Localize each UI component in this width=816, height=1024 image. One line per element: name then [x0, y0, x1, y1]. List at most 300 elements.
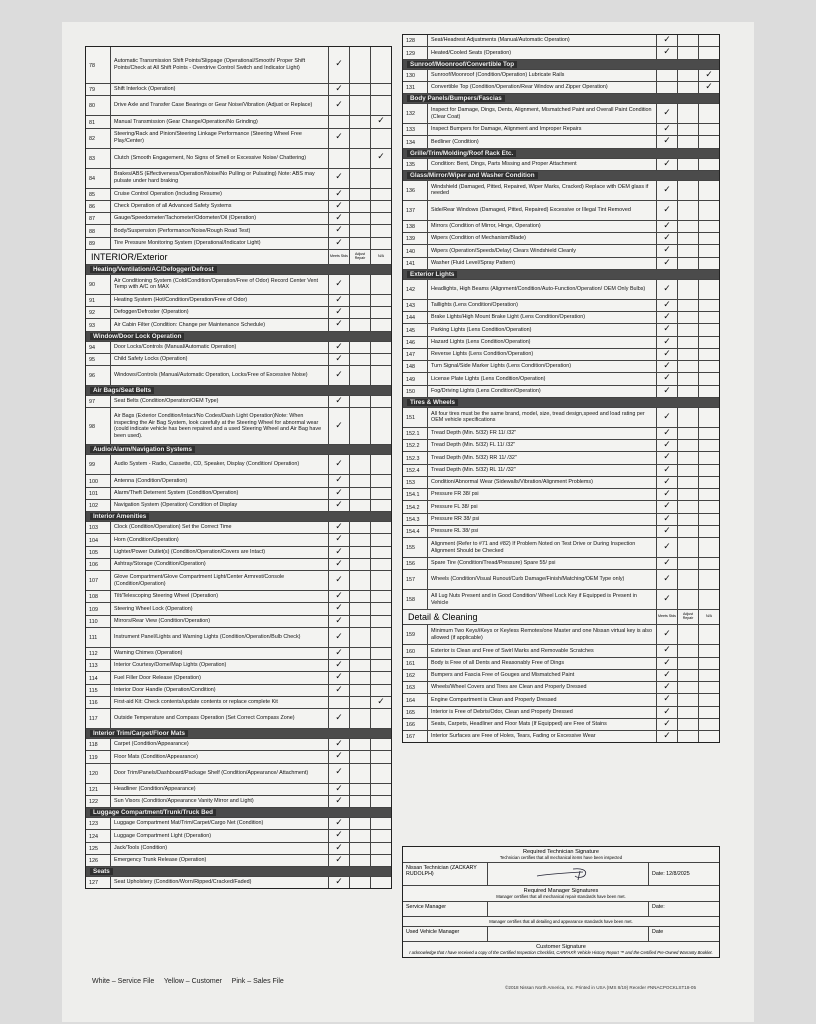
meets-standards-checkbox[interactable]: ✓	[329, 47, 350, 83]
adjust-repair-checkbox[interactable]	[678, 514, 699, 525]
meets-standards-checkbox[interactable]: ✓	[329, 685, 350, 696]
meets-standards-checkbox[interactable]: ✓	[657, 280, 678, 299]
meets-standards-checkbox[interactable]: ✓	[329, 169, 350, 188]
na-checkbox[interactable]	[699, 159, 719, 170]
adjust-repair-checkbox[interactable]	[678, 477, 699, 488]
adjust-repair-checkbox[interactable]	[678, 82, 699, 93]
meets-standards-checkbox[interactable]: ✓	[657, 104, 678, 123]
adjust-repair-checkbox[interactable]	[350, 818, 371, 829]
meets-standards-checkbox[interactable]: ✓	[329, 295, 350, 306]
na-checkbox[interactable]	[371, 628, 391, 647]
meets-standards-checkbox[interactable]: ✓	[657, 452, 678, 463]
meets-standards-checkbox[interactable]: ✓	[329, 189, 350, 200]
na-checkbox[interactable]	[699, 312, 719, 323]
adjust-repair-checkbox[interactable]	[678, 373, 699, 384]
na-checkbox[interactable]	[371, 169, 391, 188]
na-checkbox[interactable]	[699, 707, 719, 718]
meets-standards-checkbox[interactable]: ✓	[657, 349, 678, 360]
na-checkbox[interactable]	[699, 428, 719, 439]
checklist-row	[86, 84, 391, 96]
adjust-repair-checkbox[interactable]	[350, 396, 371, 407]
meets-standards-checkbox[interactable]: ✓	[657, 645, 678, 656]
na-checkbox[interactable]	[371, 648, 391, 659]
meets-standards-checkbox[interactable]: ✓	[329, 751, 350, 762]
na-checkbox[interactable]	[699, 221, 719, 232]
na-checkbox[interactable]	[699, 489, 719, 500]
adjust-repair-checkbox[interactable]	[678, 570, 699, 589]
na-checkbox[interactable]	[371, 739, 391, 750]
na-checkbox[interactable]	[699, 477, 719, 488]
na-checkbox[interactable]	[371, 238, 391, 249]
meets-standards-checkbox[interactable]: ✓	[329, 628, 350, 647]
adjust-repair-checkbox[interactable]	[678, 35, 699, 46]
na-checkbox[interactable]	[699, 625, 719, 644]
meets-standards-checkbox[interactable]: ✓	[329, 96, 350, 115]
meets-standards-checkbox[interactable]: ✓	[657, 201, 678, 220]
adjust-repair-checkbox[interactable]	[678, 280, 699, 299]
adjust-repair-checkbox[interactable]	[350, 408, 371, 444]
adjust-repair-checkbox[interactable]	[350, 354, 371, 365]
adjust-repair-checkbox[interactable]	[678, 181, 699, 200]
meets-standards-checkbox[interactable]: ✓	[329, 342, 350, 353]
adjust-repair-checkbox[interactable]	[350, 784, 371, 795]
meets-standards-checkbox[interactable]: ✓	[657, 221, 678, 232]
na-checkbox[interactable]	[371, 84, 391, 95]
na-checkbox[interactable]	[371, 319, 391, 330]
adjust-repair-checkbox[interactable]	[350, 169, 371, 188]
adjust-repair-checkbox[interactable]	[678, 645, 699, 656]
na-checkbox[interactable]	[699, 35, 719, 46]
meets-standards-checkbox[interactable]: ✓	[329, 559, 350, 570]
adjust-repair-checkbox[interactable]	[350, 534, 371, 545]
adjust-repair-checkbox[interactable]	[350, 697, 371, 708]
meets-standards-checkbox[interactable]: ✓	[657, 501, 678, 512]
meets-standards-checkbox[interactable]: ✓	[329, 455, 350, 474]
meets-standards-checkbox[interactable]: ✓	[329, 488, 350, 499]
adjust-repair-checkbox[interactable]	[350, 616, 371, 627]
meets-standards-checkbox[interactable]: ✓	[657, 570, 678, 589]
na-checkbox[interactable]	[699, 452, 719, 463]
adjust-repair-checkbox[interactable]	[678, 124, 699, 135]
adjust-repair-checkbox[interactable]	[678, 386, 699, 397]
meets-standards-checkbox[interactable]: ✓	[657, 526, 678, 537]
adjust-repair-checkbox[interactable]	[350, 843, 371, 854]
adjust-repair-checkbox[interactable]	[350, 84, 371, 95]
adjust-repair-checkbox[interactable]	[350, 855, 371, 866]
na-checkbox[interactable]	[699, 514, 719, 525]
meets-standards-checkbox[interactable]: ✓	[657, 312, 678, 323]
na-checkbox[interactable]	[371, 796, 391, 807]
meets-standards-checkbox[interactable]: ✓	[329, 366, 350, 385]
adjust-repair-checkbox[interactable]	[678, 136, 699, 147]
adjust-repair-checkbox[interactable]	[678, 233, 699, 244]
meets-standards-checkbox[interactable]: ✓	[329, 855, 350, 866]
na-checkbox[interactable]	[371, 354, 391, 365]
meets-standards-checkbox[interactable]: ✓	[657, 47, 678, 58]
na-checkbox[interactable]: ✓	[705, 81, 713, 92]
meets-standards-checkbox[interactable]: ✓	[329, 225, 350, 236]
meets-standards-checkbox[interactable]: ✓	[657, 538, 678, 557]
meets-standards-checkbox[interactable]: ✓	[657, 558, 678, 569]
adjust-repair-checkbox[interactable]	[350, 295, 371, 306]
na-checkbox[interactable]	[371, 603, 391, 614]
adjust-repair-checkbox[interactable]	[678, 465, 699, 476]
meets-standards-checkbox[interactable]: ✓	[657, 361, 678, 372]
na-checkbox[interactable]	[371, 764, 391, 783]
na-checkbox[interactable]: ✓	[377, 116, 385, 127]
adjust-repair-checkbox[interactable]	[350, 709, 371, 728]
meets-standards-checkbox[interactable]: ✓	[329, 354, 350, 365]
meets-standards-checkbox[interactable]: ✓	[657, 477, 678, 488]
adjust-repair-checkbox[interactable]	[350, 488, 371, 499]
na-checkbox[interactable]	[699, 47, 719, 58]
na-checkbox[interactable]	[699, 136, 719, 147]
na-checkbox[interactable]	[699, 558, 719, 569]
meets-standards-checkbox[interactable]: ✓	[329, 818, 350, 829]
na-checkbox[interactable]	[699, 465, 719, 476]
adjust-repair-checkbox[interactable]	[350, 877, 371, 888]
adjust-repair-checkbox[interactable]	[678, 221, 699, 232]
meets-standards-checkbox[interactable]: ✓	[329, 764, 350, 783]
adjust-repair-checkbox[interactable]	[350, 571, 371, 590]
meets-standards-checkbox[interactable]: ✓	[329, 522, 350, 533]
adjust-repair-checkbox[interactable]	[350, 628, 371, 647]
meets-standards-checkbox[interactable]: ✓	[329, 84, 350, 95]
meets-standards-checkbox[interactable]: ✓	[657, 625, 678, 644]
meets-standards-checkbox[interactable]: ✓	[657, 258, 678, 269]
na-checkbox[interactable]	[371, 534, 391, 545]
adjust-repair-checkbox[interactable]	[678, 361, 699, 372]
adjust-repair-checkbox[interactable]	[350, 547, 371, 558]
item-number: 109	[86, 603, 111, 614]
na-checkbox[interactable]	[371, 455, 391, 474]
na-checkbox[interactable]	[699, 570, 719, 589]
adjust-repair-checkbox[interactable]	[350, 500, 371, 511]
adjust-repair-checkbox[interactable]	[350, 830, 371, 841]
adjust-repair-checkbox[interactable]	[678, 707, 699, 718]
meets-standards-checkbox[interactable]: ✓	[657, 233, 678, 244]
na-checkbox[interactable]	[371, 709, 391, 728]
tech-signature-field[interactable]	[488, 863, 649, 885]
na-checkbox[interactable]	[699, 124, 719, 135]
adjust-repair-checkbox[interactable]	[350, 751, 371, 762]
na-checkbox[interactable]	[699, 386, 719, 397]
na-checkbox[interactable]	[699, 670, 719, 681]
meets-standards-checkbox[interactable]: ✓	[329, 319, 350, 330]
meets-standards-checkbox[interactable]: ✓	[657, 181, 678, 200]
meets-standards-checkbox[interactable]: ✓	[329, 571, 350, 590]
adjust-repair-checkbox[interactable]	[350, 225, 371, 236]
adjust-repair-checkbox[interactable]	[350, 189, 371, 200]
adjust-repair-checkbox[interactable]	[678, 625, 699, 644]
meets-standards-checkbox[interactable]: ✓	[329, 784, 350, 795]
meets-standards-checkbox[interactable]: ✓	[329, 201, 350, 212]
adjust-repair-checkbox[interactable]	[350, 275, 371, 294]
na-checkbox[interactable]	[371, 616, 391, 627]
adjust-repair-checkbox[interactable]	[678, 245, 699, 256]
meets-standards-checkbox[interactable]	[657, 70, 678, 81]
adjust-repair-checkbox[interactable]	[678, 694, 699, 705]
adjust-repair-checkbox[interactable]	[350, 129, 371, 148]
na-checkbox[interactable]	[371, 522, 391, 533]
adjust-repair-checkbox[interactable]	[350, 591, 371, 602]
adjust-repair-checkbox[interactable]	[678, 526, 699, 537]
na-checkbox[interactable]	[371, 366, 391, 385]
adjust-repair-checkbox[interactable]	[350, 201, 371, 212]
na-checkbox[interactable]	[371, 500, 391, 511]
na-checkbox[interactable]	[699, 104, 719, 123]
na-checkbox[interactable]	[371, 830, 391, 841]
adjust-repair-checkbox[interactable]	[350, 764, 371, 783]
adjust-repair-checkbox[interactable]	[350, 47, 371, 83]
na-checkbox[interactable]	[699, 181, 719, 200]
na-checkbox[interactable]	[699, 526, 719, 537]
na-checkbox[interactable]	[371, 295, 391, 306]
na-checkbox[interactable]	[371, 189, 391, 200]
adjust-repair-checkbox[interactable]	[678, 658, 699, 669]
meets-standards-checkbox[interactable]: ✓	[329, 603, 350, 614]
na-checkbox[interactable]	[371, 559, 391, 570]
tech-date[interactable]: Date: 12/8/2025	[652, 871, 690, 877]
meets-standards-checkbox[interactable]: ✓	[329, 408, 350, 444]
meets-standards-checkbox[interactable]: ✓	[657, 408, 678, 427]
meets-standards-checkbox[interactable]: ✓	[657, 159, 678, 170]
meets-standards-checkbox[interactable]: ✓	[329, 648, 350, 659]
na-checkbox[interactable]	[371, 225, 391, 236]
meets-standards-checkbox[interactable]: ✓	[657, 124, 678, 135]
adjust-repair-checkbox[interactable]	[350, 342, 371, 353]
na-checkbox[interactable]	[371, 660, 391, 671]
na-checkbox[interactable]: ✓	[705, 69, 713, 80]
na-checkbox[interactable]	[371, 751, 391, 762]
na-checkbox[interactable]	[371, 275, 391, 294]
meets-standards-checkbox[interactable]: ✓	[329, 877, 350, 888]
na-checkbox[interactable]	[371, 571, 391, 590]
adjust-repair-checkbox[interactable]	[350, 796, 371, 807]
meets-standards-checkbox[interactable]: ✓	[329, 547, 350, 558]
meets-standards-checkbox[interactable]: ✓	[329, 616, 350, 627]
na-checkbox[interactable]	[699, 731, 719, 742]
adjust-repair-checkbox[interactable]	[678, 104, 699, 123]
adjust-repair-checkbox[interactable]	[350, 96, 371, 115]
na-checkbox[interactable]: ✓	[377, 152, 385, 163]
meets-standards-checkbox[interactable]: ✓	[329, 238, 350, 249]
meets-standards-checkbox[interactable]	[329, 116, 350, 127]
na-checkbox[interactable]	[371, 201, 391, 212]
service-manager-date[interactable]: Date:	[652, 904, 665, 910]
adjust-repair-checkbox[interactable]	[678, 300, 699, 311]
na-checkbox[interactable]	[699, 645, 719, 656]
meets-standards-checkbox[interactable]: ✓	[657, 136, 678, 147]
meets-standards-checkbox[interactable]	[657, 82, 678, 93]
meets-standards-checkbox[interactable]: ✓	[329, 213, 350, 224]
na-checkbox[interactable]	[699, 258, 719, 269]
meets-standards-checkbox[interactable]: ✓	[657, 324, 678, 335]
meets-standards-checkbox[interactable]: ✓	[329, 475, 350, 486]
adjust-repair-checkbox[interactable]	[678, 682, 699, 693]
na-checkbox[interactable]	[371, 488, 391, 499]
na-checkbox[interactable]	[371, 784, 391, 795]
meets-standards-checkbox[interactable]: ✓	[657, 670, 678, 681]
meets-standards-checkbox[interactable]: ✓	[657, 489, 678, 500]
na-checkbox[interactable]	[699, 694, 719, 705]
meets-standards-checkbox[interactable]: ✓	[657, 682, 678, 693]
adjust-repair-checkbox[interactable]	[678, 337, 699, 348]
na-checkbox[interactable]	[371, 96, 391, 115]
meets-standards-checkbox[interactable]: ✓	[657, 694, 678, 705]
adjust-repair-checkbox[interactable]	[678, 70, 699, 81]
na-checkbox[interactable]	[371, 475, 391, 486]
meets-standards-checkbox[interactable]: ✓	[657, 514, 678, 525]
na-checkbox[interactable]	[699, 719, 719, 730]
adjust-repair-checkbox[interactable]	[678, 428, 699, 439]
meets-standards-checkbox[interactable]: ✓	[329, 796, 350, 807]
meets-standards-checkbox[interactable]: ✓	[657, 337, 678, 348]
na-checkbox[interactable]	[699, 538, 719, 557]
meets-standards-checkbox[interactable]: ✓	[657, 590, 678, 609]
na-checkbox[interactable]	[371, 396, 391, 407]
na-checkbox[interactable]	[371, 307, 391, 318]
na-checkbox[interactable]	[699, 440, 719, 451]
na-checkbox[interactable]	[371, 818, 391, 829]
adjust-repair-checkbox[interactable]	[678, 440, 699, 451]
na-checkbox[interactable]	[371, 47, 391, 83]
meets-standards-checkbox[interactable]: ✓	[657, 386, 678, 397]
meets-standards-checkbox[interactable]: ✓	[657, 719, 678, 730]
na-checkbox[interactable]	[699, 280, 719, 299]
adjust-repair-checkbox[interactable]	[678, 731, 699, 742]
na-checkbox[interactable]	[699, 300, 719, 311]
na-checkbox[interactable]	[371, 547, 391, 558]
adjust-repair-checkbox[interactable]	[350, 238, 371, 249]
na-checkbox[interactable]	[371, 877, 391, 888]
adjust-repair-checkbox[interactable]	[350, 648, 371, 659]
adjust-repair-checkbox[interactable]	[350, 307, 371, 318]
na-checkbox[interactable]	[699, 201, 719, 220]
na-checkbox[interactable]: ✓	[377, 696, 385, 707]
na-checkbox[interactable]	[371, 342, 391, 353]
adjust-repair-checkbox[interactable]	[350, 672, 371, 683]
adjust-repair-checkbox[interactable]	[678, 452, 699, 463]
adjust-repair-checkbox[interactable]	[678, 312, 699, 323]
adjust-repair-checkbox[interactable]	[350, 660, 371, 671]
adjust-repair-checkbox[interactable]	[350, 319, 371, 330]
used-vehicle-manager-date[interactable]: Date	[652, 929, 664, 935]
na-checkbox[interactable]	[371, 408, 391, 444]
adjust-repair-checkbox[interactable]	[678, 349, 699, 360]
na-checkbox[interactable]	[371, 855, 391, 866]
item-description: Warning Chimes (Operation)	[111, 648, 329, 659]
na-checkbox[interactable]	[699, 373, 719, 384]
meets-standards-checkbox[interactable]: ✓	[657, 707, 678, 718]
na-checkbox[interactable]	[371, 685, 391, 696]
na-checkbox[interactable]	[699, 361, 719, 372]
item-description: Air Cabin Filter (Condition: Change per Maintenance Schedule)	[111, 319, 329, 330]
na-checkbox[interactable]	[371, 672, 391, 683]
na-checkbox[interactable]	[699, 658, 719, 669]
used-vehicle-manager-signature-field[interactable]	[488, 927, 649, 941]
na-checkbox[interactable]	[699, 408, 719, 427]
meets-standards-checkbox[interactable]: ✓	[329, 830, 350, 841]
na-checkbox[interactable]	[371, 213, 391, 224]
adjust-repair-checkbox[interactable]	[678, 258, 699, 269]
meets-standards-checkbox[interactable]: ✓	[657, 465, 678, 476]
adjust-repair-checkbox[interactable]	[350, 149, 371, 168]
meets-standards-checkbox[interactable]: ✓	[657, 440, 678, 451]
adjust-repair-checkbox[interactable]	[350, 685, 371, 696]
meets-standards-checkbox[interactable]: ✓	[657, 245, 678, 256]
adjust-repair-checkbox[interactable]	[678, 719, 699, 730]
meets-standards-checkbox[interactable]: ✓	[329, 660, 350, 671]
meets-standards-checkbox[interactable]: ✓	[329, 275, 350, 294]
na-checkbox[interactable]	[699, 501, 719, 512]
meets-standards-checkbox[interactable]	[329, 697, 350, 708]
meets-standards-checkbox[interactable]: ✓	[329, 709, 350, 728]
meets-standards-checkbox[interactable]: ✓	[329, 534, 350, 545]
meets-standards-checkbox[interactable]: ✓	[329, 500, 350, 511]
na-checkbox[interactable]	[699, 324, 719, 335]
meets-standards-checkbox[interactable]: ✓	[657, 300, 678, 311]
adjust-repair-checkbox[interactable]	[350, 366, 371, 385]
adjust-repair-checkbox[interactable]	[678, 324, 699, 335]
adjust-repair-checkbox[interactable]	[678, 670, 699, 681]
na-checkbox[interactable]	[699, 349, 719, 360]
adjust-repair-checkbox[interactable]	[350, 475, 371, 486]
adjust-repair-checkbox[interactable]	[678, 590, 699, 609]
meets-standards-checkbox[interactable]: ✓	[657, 731, 678, 742]
meets-standards-checkbox[interactable]: ✓	[657, 658, 678, 669]
meets-standards-checkbox[interactable]: ✓	[329, 591, 350, 602]
adjust-repair-checkbox[interactable]	[350, 522, 371, 533]
service-manager-signature-field[interactable]	[488, 902, 649, 916]
na-checkbox[interactable]	[371, 591, 391, 602]
na-checkbox[interactable]	[699, 590, 719, 609]
adjust-repair-checkbox[interactable]	[678, 538, 699, 557]
na-checkbox[interactable]	[371, 129, 391, 148]
na-checkbox[interactable]	[699, 682, 719, 693]
adjust-repair-checkbox[interactable]	[350, 116, 371, 127]
adjust-repair-checkbox[interactable]	[678, 489, 699, 500]
adjust-repair-checkbox[interactable]	[350, 559, 371, 570]
na-checkbox[interactable]	[699, 245, 719, 256]
meets-standards-checkbox[interactable]	[329, 149, 350, 168]
meets-standards-checkbox[interactable]: ✓	[657, 428, 678, 439]
meets-standards-checkbox[interactable]: ✓	[329, 739, 350, 750]
meets-standards-checkbox[interactable]: ✓	[329, 129, 350, 148]
adjust-repair-checkbox[interactable]	[350, 603, 371, 614]
adjust-repair-checkbox[interactable]	[350, 455, 371, 474]
adjust-repair-checkbox[interactable]	[678, 408, 699, 427]
adjust-repair-checkbox[interactable]	[678, 201, 699, 220]
meets-standards-checkbox[interactable]: ✓	[329, 396, 350, 407]
item-description: Steering/Rack and Pinion/Steering Linkage Performance (Steering Wheel Free Play/Center)	[111, 129, 329, 148]
na-checkbox[interactable]	[699, 337, 719, 348]
meets-standards-checkbox[interactable]: ✓	[657, 373, 678, 384]
meets-standards-checkbox[interactable]: ✓	[329, 672, 350, 683]
na-checkbox[interactable]	[699, 233, 719, 244]
meets-standards-checkbox[interactable]: ✓	[329, 843, 350, 854]
meets-standards-checkbox[interactable]: ✓	[329, 307, 350, 318]
adjust-repair-checkbox[interactable]	[678, 159, 699, 170]
adjust-repair-checkbox[interactable]	[350, 213, 371, 224]
adjust-repair-checkbox[interactable]	[678, 558, 699, 569]
adjust-repair-checkbox[interactable]	[350, 739, 371, 750]
na-checkbox[interactable]	[371, 843, 391, 854]
adjust-repair-checkbox[interactable]	[678, 501, 699, 512]
item-description: Parking Lights (Lens Condition/Operation)	[428, 324, 657, 335]
meets-standards-checkbox[interactable]: ✓	[657, 35, 678, 46]
adjust-repair-checkbox[interactable]	[678, 47, 699, 58]
